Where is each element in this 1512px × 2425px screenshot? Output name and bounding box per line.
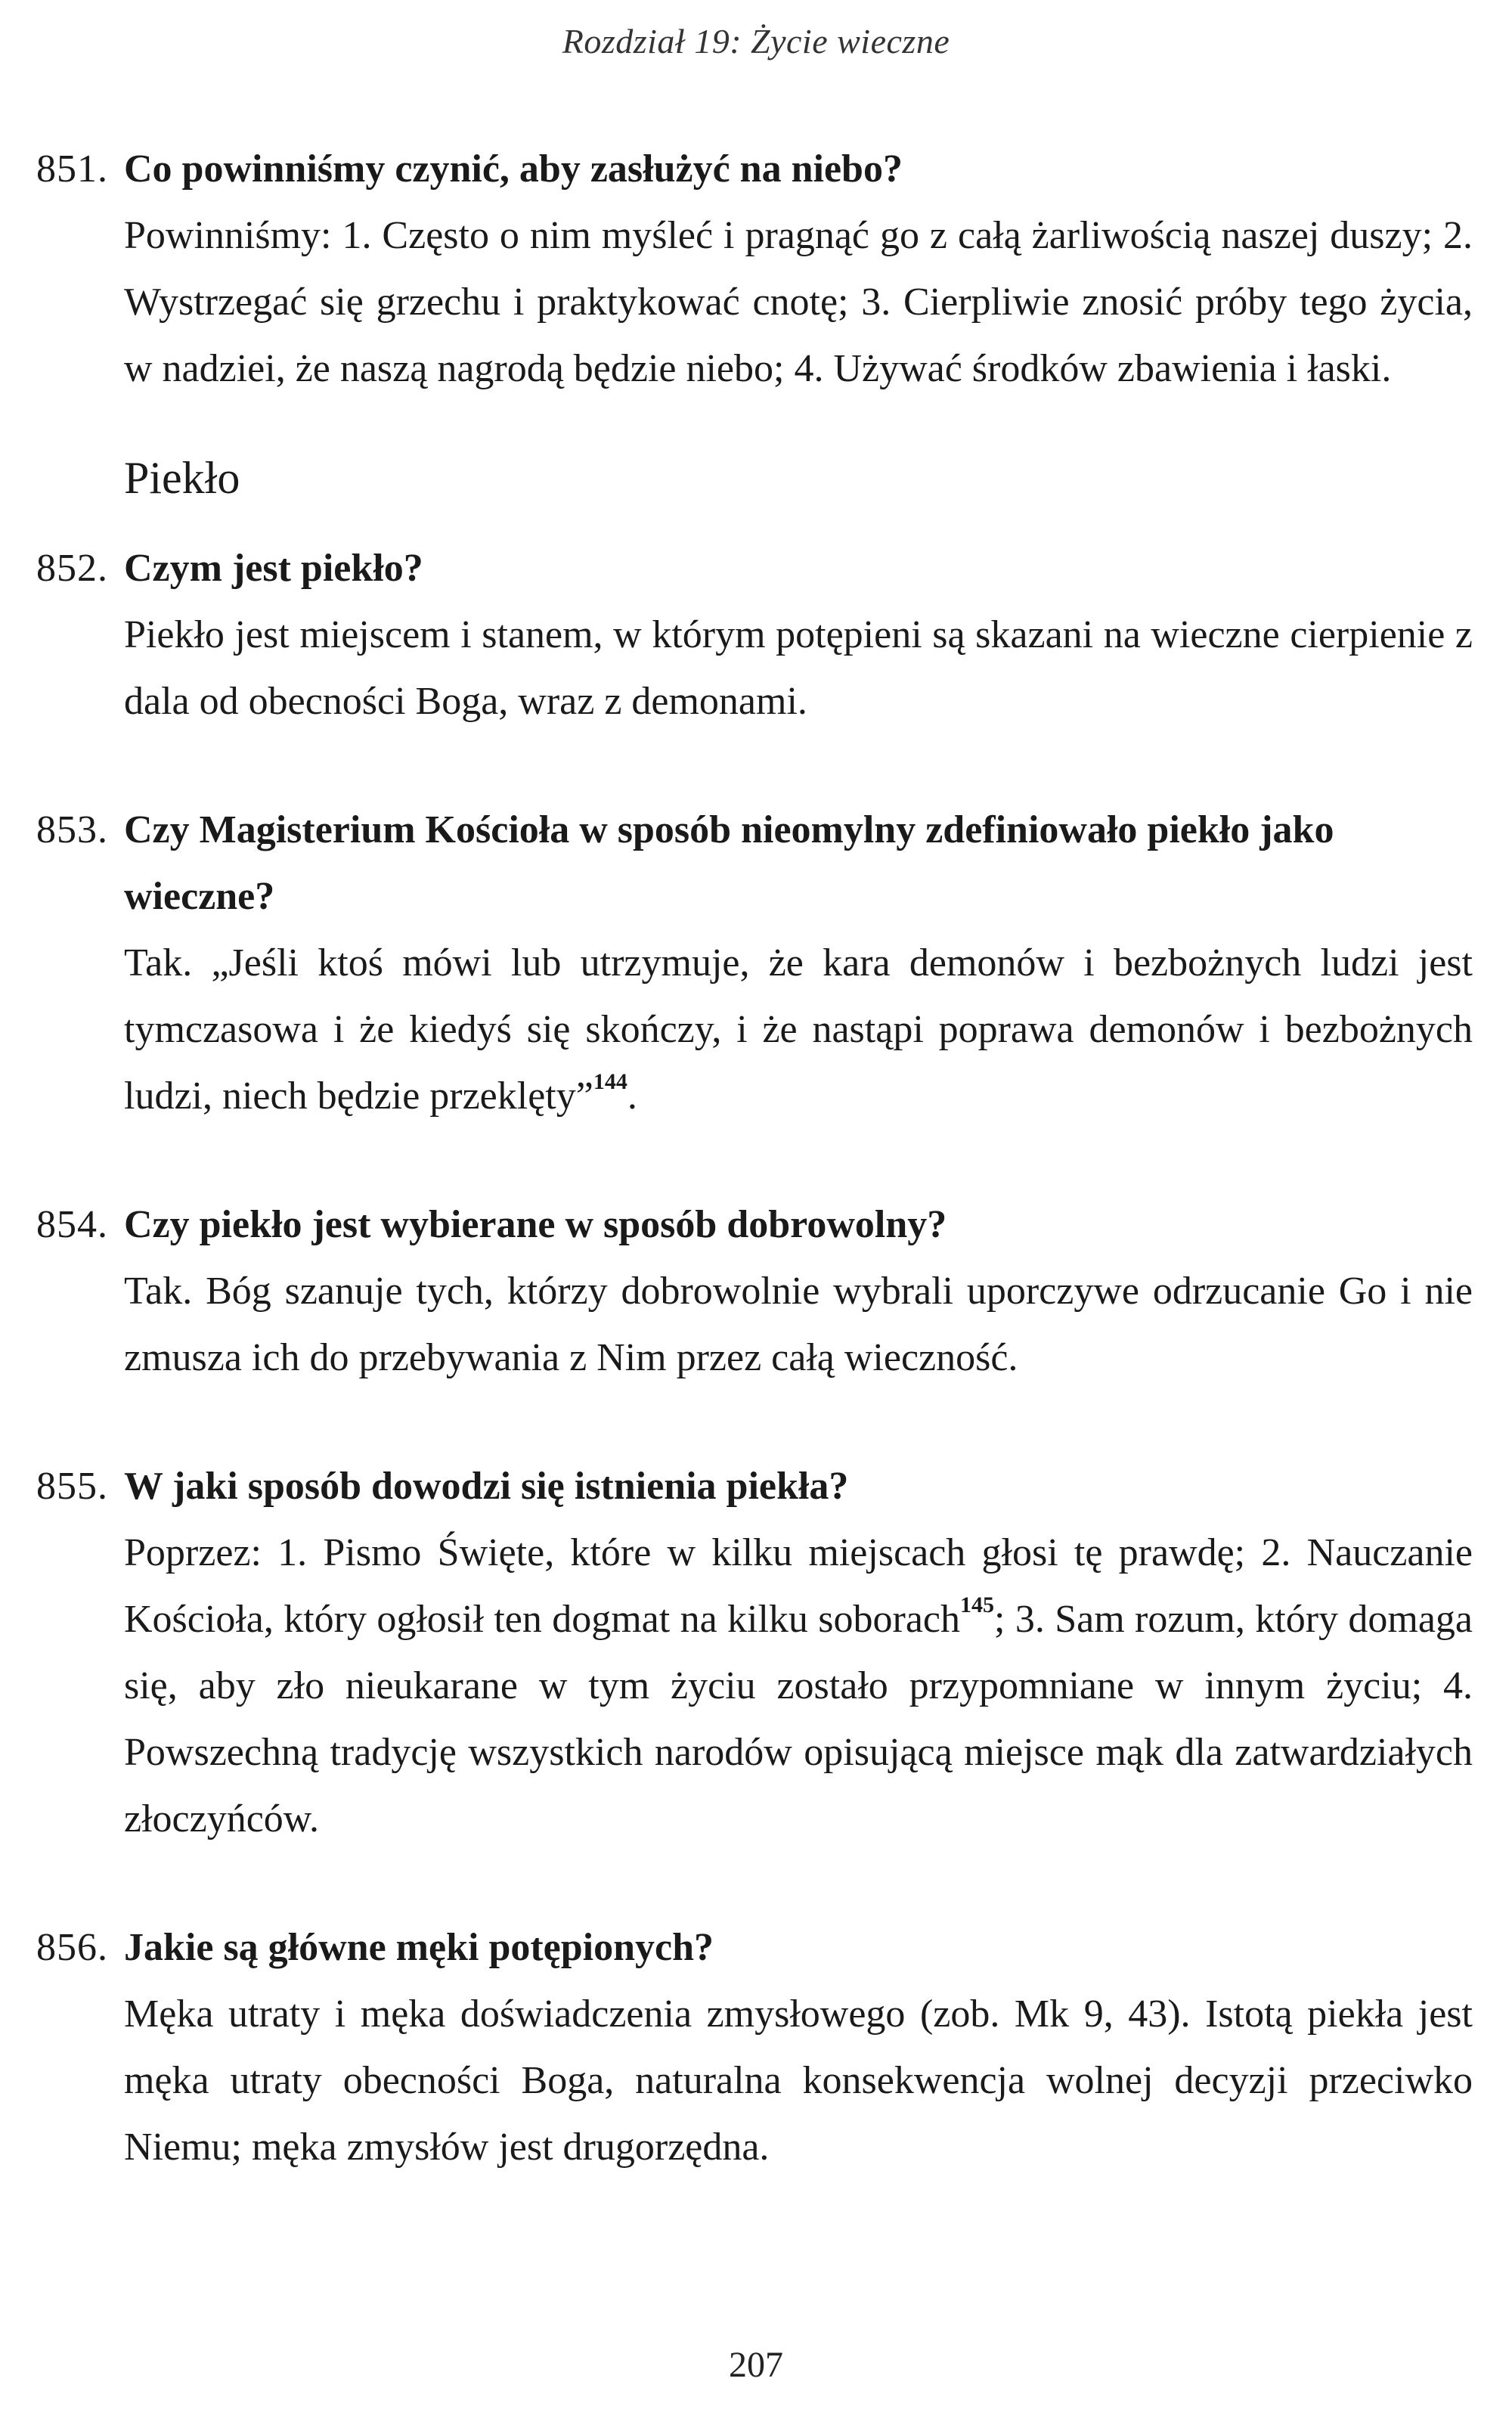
spacer — [36, 1130, 1473, 1192]
question-number: 853. — [36, 808, 108, 851]
question-number: 851. — [36, 147, 108, 191]
answer-paragraph — [124, 930, 1473, 1130]
qa-item-852 — [36, 535, 1473, 735]
running-head: Rozdział 19: Życie wieczne — [562, 22, 950, 60]
question-text: Jakie są główne męki potępionych? — [124, 1926, 714, 1969]
question-number: 855. — [36, 1465, 108, 1508]
question — [36, 136, 1473, 203]
spacer — [36, 735, 1473, 797]
question — [36, 535, 1473, 602]
question-text: Czy Magisterium Kościoła w sposób nieomylny zdefiniowało piekło jako wieczne? — [124, 808, 1334, 918]
question — [36, 1915, 1473, 1981]
question-text: Czym jest piekło? — [124, 547, 423, 590]
question-number: 852. — [36, 547, 108, 590]
answer-text: Męka utraty i męka doświadczenia zmysłowego (zob. Mk 9, 43). Istotą piekła jest męka utraty obecności Boga, naturalna konsekwencja wolnej decyzji przeciwko Niemu; męka zmysłów jest drugorzędna. — [124, 1992, 1473, 2169]
section-title: Piekło — [124, 453, 240, 503]
question-number: 856. — [36, 1926, 108, 1969]
footnote-marker: 145 — [960, 1592, 995, 1617]
question-text: W jaki sposób dowodzi się istnienia piekła? — [124, 1465, 849, 1508]
question — [36, 797, 1473, 930]
footnote-marker: 144 — [593, 1069, 627, 1094]
page-content — [36, 136, 1473, 2181]
spacer — [36, 1853, 1473, 1915]
question — [36, 1453, 1473, 1520]
question — [36, 1192, 1473, 1258]
answer-text: Poprzez: 1. Pismo Święte, które w kilku miejscach głosi tę prawdę; 2. Nauczanie Kościoła, który ogłosił ten dogmat na kilku soborach — [124, 1531, 1473, 1641]
spacer — [36, 1391, 1473, 1453]
qa-item-855 — [36, 1453, 1473, 1853]
question-text: Co powinniśmy czynić, aby zasłużyć na niebo? — [124, 147, 903, 191]
qa-item-853 — [36, 797, 1473, 1130]
qa-item-854 — [36, 1192, 1473, 1391]
answer-text-end: ; 3. Sam rozum, który domaga się, aby zło nieukarane w tym życiu zostało przypomniane w innym życiu; 4. Powszechną tradycję wszystkich narodów opisującą miejsce mąk dla zatwardziałych złoczyńców. — [124, 1598, 1473, 1840]
qa-item-851 — [36, 136, 1473, 402]
page-number: 207 — [729, 2345, 783, 2385]
answer-text: Tak. Bóg szanuje tych, którzy dobrowolnie wybrali uporczywe odrzucanie Go i nie zmusza ich do przebywania z Nim przez całą wieczność. — [124, 1270, 1473, 1379]
answer-text: Powinniśmy: 1. Często o nim myśleć i pragnąć go z całą żarliwością naszej duszy; 2. Wystrzegać się grzechu i praktykować cnotę; 3. Cierpliwie znosić próby tego życia, w nadziei, że naszą nagrodą będzie niebo; 4. Używać środków zbawienia i łaski. — [124, 214, 1473, 390]
answer-text: Tak. „Jeśli ktoś mówi lub utrzymuje, że kara demonów i bezbożnych ludzi jest tymczasowa i że kiedyś się skończy, i że nastąpi poprawa demonów i bezbożnych ludzi, niech będzie przeklęty” — [124, 941, 1473, 1118]
answer-text: Piekło jest miejscem i stanem, w którym potępieni są skazani na wieczne cierpienie z dala od obecności Boga, wraz z demonami. — [124, 613, 1473, 723]
qa-item-856 — [36, 1915, 1473, 2181]
answer-text-end: . — [627, 1075, 637, 1118]
answer-paragraph — [124, 1520, 1473, 1853]
question-number: 854. — [36, 1203, 108, 1246]
question-text: Czy piekło jest wybierane w sposób dobrowolny? — [124, 1203, 947, 1246]
